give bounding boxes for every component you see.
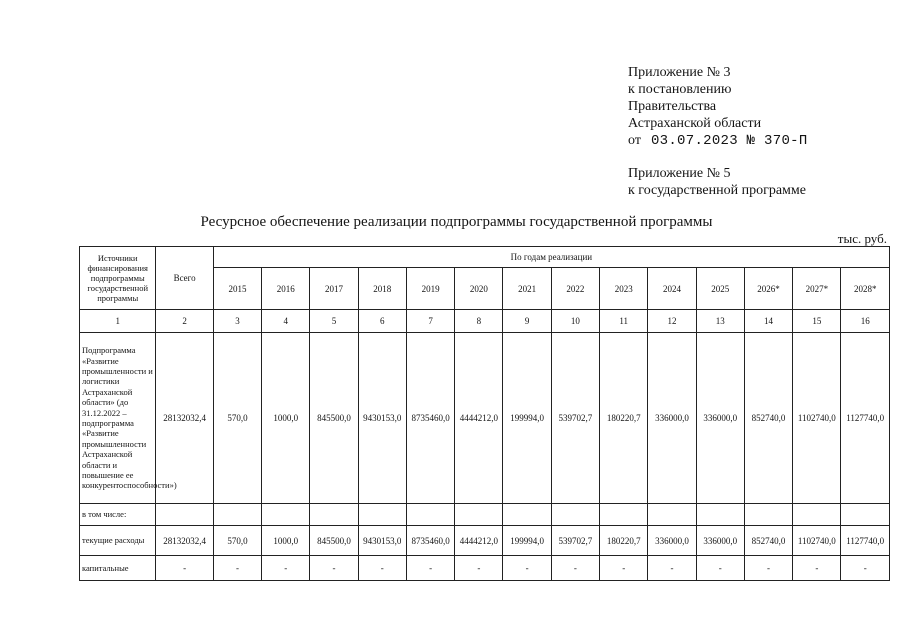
cell-value: - bbox=[262, 556, 310, 581]
cell-value: 1127740,0 bbox=[841, 333, 890, 504]
year-header: 2026* bbox=[744, 268, 792, 310]
cell-value: - bbox=[455, 556, 503, 581]
cell-value: - bbox=[310, 556, 358, 581]
column-number: 12 bbox=[648, 310, 696, 333]
resource-table bbox=[79, 246, 890, 581]
units-note: тыс. руб. bbox=[837, 231, 887, 246]
cell-value: - bbox=[841, 556, 890, 581]
appendix-3-block bbox=[628, 64, 808, 150]
column-number: 5 bbox=[310, 310, 358, 333]
cell-value: 539702,7 bbox=[551, 526, 599, 556]
column-number: 4 bbox=[262, 310, 310, 333]
cell-total: 28132032,4 bbox=[156, 526, 213, 556]
cell-value bbox=[455, 504, 503, 526]
cell-value bbox=[503, 504, 551, 526]
column-number: 16 bbox=[841, 310, 890, 333]
column-number: 15 bbox=[793, 310, 841, 333]
cell-value: 180220,7 bbox=[600, 526, 648, 556]
cell-total: - bbox=[156, 556, 213, 581]
column-number: 6 bbox=[358, 310, 406, 333]
header-row bbox=[80, 247, 890, 268]
cell-value: - bbox=[358, 556, 406, 581]
column-number: 1 bbox=[80, 310, 156, 333]
cell-value: - bbox=[793, 556, 841, 581]
year-header: 2017 bbox=[310, 268, 358, 310]
cell-value bbox=[262, 504, 310, 526]
year-header: 2023 bbox=[600, 268, 648, 310]
year-header: 2025 bbox=[696, 268, 744, 310]
cell-value bbox=[310, 504, 358, 526]
cell-value: - bbox=[744, 556, 792, 581]
year-header: 2021 bbox=[503, 268, 551, 310]
cell-value: - bbox=[551, 556, 599, 581]
column-number: 9 bbox=[503, 310, 551, 333]
year-header: 2024 bbox=[648, 268, 696, 310]
cell-value: 1102740,0 bbox=[793, 333, 841, 504]
cell-value: 4444212,0 bbox=[455, 526, 503, 556]
cell-value: 9430153,0 bbox=[358, 526, 406, 556]
cell-total bbox=[156, 504, 213, 526]
year-header: 2020 bbox=[455, 268, 503, 310]
column-number: 11 bbox=[600, 310, 648, 333]
cell-value: 845500,0 bbox=[310, 526, 358, 556]
year-header: 2015 bbox=[213, 268, 261, 310]
cell-value: 539702,7 bbox=[551, 333, 599, 504]
appendix-3-line: Приложение № 3 bbox=[628, 65, 731, 80]
table-row bbox=[80, 333, 890, 504]
table-row bbox=[80, 504, 890, 526]
year-header: 2028* bbox=[841, 268, 890, 310]
cell-value: 336000,0 bbox=[696, 333, 744, 504]
appendix-5-block bbox=[628, 165, 806, 199]
row-label: Подпрограмма «Развитие промышленности и логистики Астраханской области» (до 31.12.2022 – подпрограмма «Развитие промышленности Астраханской области и повышение ее конкурентоспособности») bbox=[80, 333, 156, 504]
cell-value bbox=[358, 504, 406, 526]
cell-value: 570,0 bbox=[213, 333, 261, 504]
column-number: 8 bbox=[455, 310, 503, 333]
cell-value: 1000,0 bbox=[262, 333, 310, 504]
cell-value: 1102740,0 bbox=[793, 526, 841, 556]
cell-value: 9430153,0 bbox=[358, 333, 406, 504]
cell-value: 8735460,0 bbox=[406, 526, 454, 556]
header-total: Всего bbox=[156, 247, 213, 310]
decree-date-stamp: 03.07.2023 № 370-П bbox=[650, 133, 808, 149]
cell-value: 199994,0 bbox=[503, 333, 551, 504]
cell-value bbox=[648, 504, 696, 526]
cell-value: 852740,0 bbox=[744, 526, 792, 556]
cell-value bbox=[600, 504, 648, 526]
year-header: 2027* bbox=[793, 268, 841, 310]
year-header: 2018 bbox=[358, 268, 406, 310]
cell-value: 852740,0 bbox=[744, 333, 792, 504]
cell-total: 28132032,4 bbox=[156, 333, 213, 504]
cell-value: 570,0 bbox=[213, 526, 261, 556]
cell-value bbox=[841, 504, 890, 526]
cell-value: 180220,7 bbox=[600, 333, 648, 504]
document-title: Ресурсное обеспечение реализации подпрограммы государственной программы bbox=[200, 214, 713, 230]
year-header: 2016 bbox=[262, 268, 310, 310]
row-label: капитальные bbox=[80, 556, 156, 581]
year-header: 2019 bbox=[406, 268, 454, 310]
cell-value: 1127740,0 bbox=[841, 526, 890, 556]
column-number: 10 bbox=[551, 310, 599, 333]
cell-value: - bbox=[648, 556, 696, 581]
appendix-3-line: Правительства bbox=[628, 99, 717, 114]
cell-value: 336000,0 bbox=[648, 526, 696, 556]
cell-value bbox=[696, 504, 744, 526]
appendix-3-line: Астраханской области bbox=[628, 116, 762, 131]
year-header: 2022 bbox=[551, 268, 599, 310]
cell-value bbox=[406, 504, 454, 526]
date-prefix: от bbox=[628, 133, 641, 148]
row-label: текущие расходы bbox=[80, 526, 156, 556]
cell-value: 845500,0 bbox=[310, 333, 358, 504]
header-years-group: По годам реализации bbox=[213, 247, 889, 268]
cell-value: 336000,0 bbox=[696, 526, 744, 556]
table-row bbox=[80, 556, 890, 581]
appendix-5-line: Приложение № 5 bbox=[628, 166, 731, 181]
cell-value: - bbox=[600, 556, 648, 581]
column-number: 13 bbox=[696, 310, 744, 333]
appendix-3-line: к постановлению bbox=[628, 82, 732, 97]
decree-date-line bbox=[628, 132, 808, 150]
column-number: 3 bbox=[213, 310, 261, 333]
cell-value bbox=[213, 504, 261, 526]
cell-value: - bbox=[503, 556, 551, 581]
cell-value bbox=[744, 504, 792, 526]
column-number-row bbox=[80, 310, 890, 333]
cell-value: 4444212,0 bbox=[455, 333, 503, 504]
cell-value: 336000,0 bbox=[648, 333, 696, 504]
cell-value: - bbox=[213, 556, 261, 581]
cell-value: 199994,0 bbox=[503, 526, 551, 556]
column-number: 7 bbox=[406, 310, 454, 333]
cell-value bbox=[793, 504, 841, 526]
column-number: 2 bbox=[156, 310, 213, 333]
cell-value: 8735460,0 bbox=[406, 333, 454, 504]
cell-value: 1000,0 bbox=[262, 526, 310, 556]
cell-value: - bbox=[406, 556, 454, 581]
header-source: Источники финансирования подпрограммы государственной программы bbox=[80, 247, 156, 310]
cell-value bbox=[551, 504, 599, 526]
appendix-5-line: к государственной программе bbox=[628, 183, 806, 198]
column-number: 14 bbox=[744, 310, 792, 333]
row-label: в том числе: bbox=[80, 504, 156, 526]
cell-value: - bbox=[696, 556, 744, 581]
table-row bbox=[80, 526, 890, 556]
